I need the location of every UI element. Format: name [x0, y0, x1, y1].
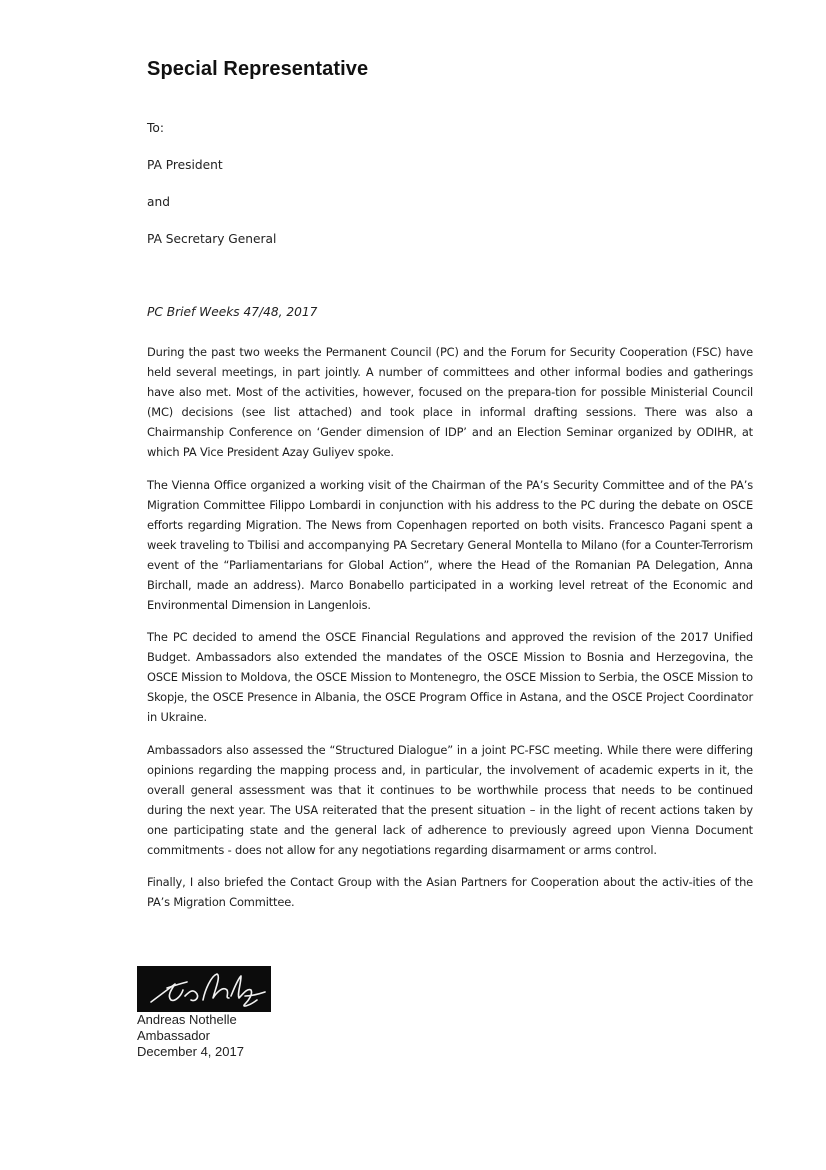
paragraph-structured-dialogue: Ambassadors also assessed the “Structured Dialogue” in a joint PC-FSC meeting. While there were differing opinions regarding the mapping process and, in particular, the involvement of academic experts in it, the overall general assessment was that it continues to be worthwhile process that needs to be continued during the next year. The USA reiterated that the present situation – in the light of recent actions taken by one participating state and the general lack of adherence to previously agreed upon Vienna Document commitments - does not allow for any negotiations regarding disarmament or arms control. [147, 742, 753, 857]
paragraph-pc-decisions: The PC decided to amend the OSCE Financial Regulations and approved the revision of the 2017 Unified Budget. Ambassadors also extended the mandates of the OSCE Mission to Bosnia and Herzegovina, the OSCE Mission to Moldova, the OSCE Mission to Montenegro, the OSCE Mission to Serbia, the OSCE Mission to Skopje, the OSCE Presence in Albania, the OSCE Program Office in Astana, and the OSCE Project Coordinator in Ukraine. [147, 630, 753, 724]
brief-body [147, 342, 753, 925]
paragraph-contact-group: Finally, I also briefed the Contact Group with the Asian Partners for Cooperation about the activ-ities of the PA’s Migration Committee. [147, 875, 753, 909]
handwritten-signature-icon [137, 966, 271, 1012]
document-title: Special Representative [147, 58, 369, 80]
signatory-role: Ambassador [137, 1028, 210, 1043]
paragraph-vienna-office: The Vienna Office organized a working visit of the Chairman of the PA’s Security Committee and of the PA’s Migration Committee Filippo Lombardi in conjunction with his address to the PC during the debate on OSCE efforts regarding Migration. The News from Copenhagen reported on both visits. Francesco Pagani spent a week traveling to Tbilisi and accompanying PA Secretary General Montella to Milano (for a Counter-Terrorism event of the “Parliamentarians for Global Action”, where the Head of the Romanian PA Delegation, Anna Birchall, made an address). Marco Bonabello participated in a working level retreat of the Economic and Environmental Dimension in Langenlois. [147, 477, 753, 612]
signatory-name: Andreas Nothelle [137, 1012, 237, 1027]
recipient-pa-president: PA President [147, 158, 223, 172]
paragraph-overview: During the past two weeks the Permanent Council (PC) and the Forum for Security Cooperation (FSC) have held several meetings, in part jointly. A number of committees and other informal bodies and gatherings have also met. Most of the activities, however, focused on the prepara-tion for possible Ministerial Council (MC) decisions (see list attached) and took place in informal drafting sessions. There was also a Chairmanship Conference on ‘Gender dimension of IDP’ and an Election Seminar organized by ODIHR, at which PA Vice President Azay Guliyev spoke. [147, 345, 753, 459]
to-label: To: [147, 121, 164, 135]
recipient-pa-secretary-general: PA Secretary General [147, 232, 277, 246]
brief-subject: PC Brief Weeks 47/48, 2017 [147, 305, 318, 319]
signature-date: December 4, 2017 [137, 1044, 244, 1059]
recipient-conjunction: and [147, 195, 170, 209]
signature-block [137, 1012, 244, 1060]
